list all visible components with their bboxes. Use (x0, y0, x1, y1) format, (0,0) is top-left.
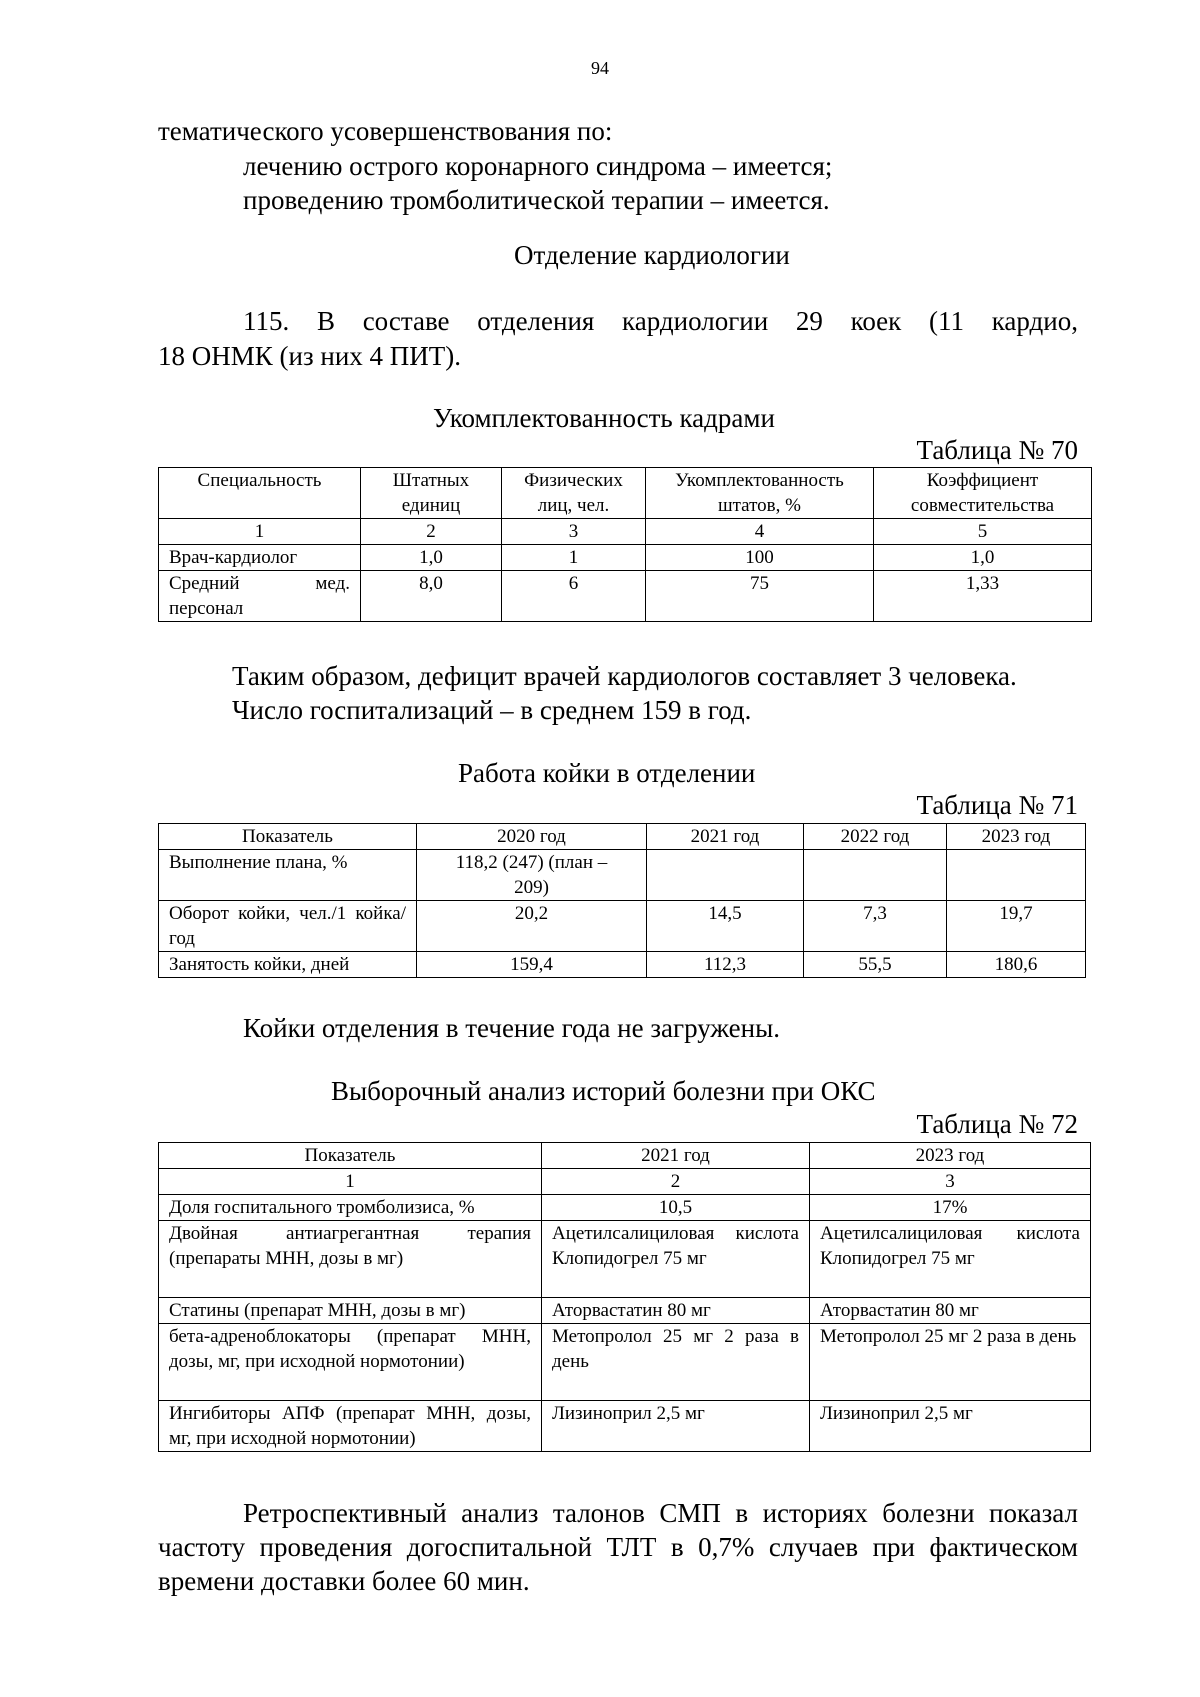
table-header-row (159, 1143, 1091, 1169)
table-cell: Ацетилсалициловая кислота Клопидогрел 75 мг (542, 1221, 810, 1298)
table70-number: Таблица № 70 (916, 435, 1078, 465)
table-cell: 2 (361, 519, 502, 545)
table-cell: Лизиноприл 2,5 мг (810, 1401, 1091, 1452)
table71-title: Работа койки в отделении (458, 758, 756, 788)
table-cell (804, 850, 947, 901)
table-cell: Двойная антиагрегантная терапия (препараты МНН, дозы в мг) (159, 1221, 542, 1298)
table-cell: 1,0 (874, 545, 1092, 571)
table-cell: 19,7 (947, 901, 1086, 952)
table-cell: Доля госпитального тромболизиса, % (159, 1195, 542, 1221)
table71-number: Таблица № 71 (916, 790, 1078, 820)
table-cell: Средний мед. персонал (159, 571, 361, 622)
table-cell: Метопролол 25 мг 2 раза в день (810, 1324, 1091, 1401)
table-row (159, 1221, 1091, 1298)
table-header-cell: 2021 год (542, 1143, 810, 1169)
table-cell: 8,0 (361, 571, 502, 622)
table-cell: Ацетилсалициловая кислота Клопидогрел 75 мг (810, 1221, 1091, 1298)
table-cell: 7,3 (804, 901, 947, 952)
table-header-cell: 2020 год (417, 824, 647, 850)
table-row (159, 1195, 1091, 1221)
table-cell: Врач-кардиолог (159, 545, 361, 571)
table70 (158, 467, 1092, 622)
table-cell: 5 (874, 519, 1092, 545)
table-header-cell: 2023 год (810, 1143, 1091, 1169)
table-cell: Выполнение плана, % (159, 850, 417, 901)
table-row (159, 545, 1092, 571)
summary-line-1: Таким образом, дефицит врачей кардиологов составляет 3 человека. (232, 661, 1017, 691)
beds-note: Койки отделения в течение года не загружены. (243, 1013, 780, 1043)
table-cell: Ингибиторы АПФ (препарат МНН, дозы, мг, при исходной нормотонии) (159, 1401, 542, 1452)
table-cell: Занятость койки, дней (159, 952, 417, 978)
table-header-cell: 2022 год (804, 824, 947, 850)
table-cell: 1,0 (361, 545, 502, 571)
table-cell: 14,5 (647, 901, 804, 952)
section-title: Отделение кардиологии (514, 240, 790, 270)
table-cell: Метопролол 25 мг 2 раза в день (542, 1324, 810, 1401)
table-index-row (159, 519, 1092, 545)
table-header-cell: Укомплектованность штатов, % (646, 468, 874, 519)
table-cell: 3 (810, 1169, 1091, 1195)
table-cell: 17% (810, 1195, 1091, 1221)
table-row (159, 1401, 1091, 1452)
table-cell: 10,5 (542, 1195, 810, 1221)
table-cell: 159,4 (417, 952, 647, 978)
table-cell: 1 (159, 519, 361, 545)
table-header-cell: Физических лиц, чел. (502, 468, 646, 519)
table-cell: 1 (159, 1169, 542, 1195)
table-cell: 118,2 (247) (план – 209) (417, 850, 647, 901)
table-row (159, 1324, 1091, 1401)
table-cell (947, 850, 1086, 901)
table-cell: 4 (646, 519, 874, 545)
table-cell: 2 (542, 1169, 810, 1195)
paragraph-115-line-1: 115. В составе отделения кардиологии 29 коек (11 кардио, (243, 306, 1078, 336)
conclusion-line-2: частоту проведения догоспитальной ТЛТ в 0,7% случаев при фактическом (158, 1532, 1078, 1562)
table-cell: Статины (препарат МНН, дозы в мг) (159, 1298, 542, 1324)
table-cell: 55,5 (804, 952, 947, 978)
table-header-row (159, 824, 1086, 850)
table-cell: 75 (646, 571, 874, 622)
intro-line-3: проведению тромболитической терапии – имеется. (243, 185, 830, 215)
table-cell: 180,6 (947, 952, 1086, 978)
table-header-cell: 2023 год (947, 824, 1086, 850)
table72 (158, 1142, 1091, 1452)
table-cell: Аторвастатин 80 мг (810, 1298, 1091, 1324)
table-row (159, 571, 1092, 622)
paragraph-115-line-2: 18 ОНМК (из них 4 ПИТ). (158, 341, 461, 371)
table-cell: 6 (502, 571, 646, 622)
conclusion-line-1: Ретроспективный анализ талонов СМП в историях болезни показал (243, 1498, 1078, 1528)
table-row (159, 1298, 1091, 1324)
table-cell: Оборот койки, чел./1 койка/год (159, 901, 417, 952)
table-row (159, 901, 1086, 952)
table-cell: бета-адреноблокаторы (препарат МНН, дозы, мг, при исходной нормотонии) (159, 1324, 542, 1401)
conclusion-line-3: времени доставки более 60 мин. (158, 1566, 530, 1596)
intro-line-2: лечению острого коронарного синдрома – имеется; (243, 151, 833, 181)
table-header-cell: Специальность (159, 468, 361, 519)
table-cell: 112,3 (647, 952, 804, 978)
summary-line-2: Число госпитализаций – в среднем 159 в год. (232, 695, 752, 725)
table-cell: 1,33 (874, 571, 1092, 622)
table-row (159, 952, 1086, 978)
table-cell: 1 (502, 545, 646, 571)
table71 (158, 823, 1086, 978)
table-header-cell: 2021 год (647, 824, 804, 850)
table72-title: Выборочный анализ историй болезни при ОКС (331, 1076, 876, 1106)
table-header-row (159, 468, 1092, 519)
table-cell: 3 (502, 519, 646, 545)
table72-number: Таблица № 72 (916, 1109, 1078, 1139)
table-cell: 20,2 (417, 901, 647, 952)
table-header-cell: Штатных единиц (361, 468, 502, 519)
table-index-row (159, 1169, 1091, 1195)
table-cell: Аторвастатин 80 мг (542, 1298, 810, 1324)
intro-line-1: тематического усовершенствования по: (158, 116, 613, 146)
table-cell (647, 850, 804, 901)
table-header-cell: Показатель (159, 1143, 542, 1169)
table-cell: Лизиноприл 2,5 мг (542, 1401, 810, 1452)
page-number: 94 (591, 58, 609, 78)
table70-title: Укомплектованность кадрами (433, 403, 775, 433)
table-header-cell: Коэффициент совместительства (874, 468, 1092, 519)
table-header-cell: Показатель (159, 824, 417, 850)
table-cell: 100 (646, 545, 874, 571)
table-row (159, 850, 1086, 901)
